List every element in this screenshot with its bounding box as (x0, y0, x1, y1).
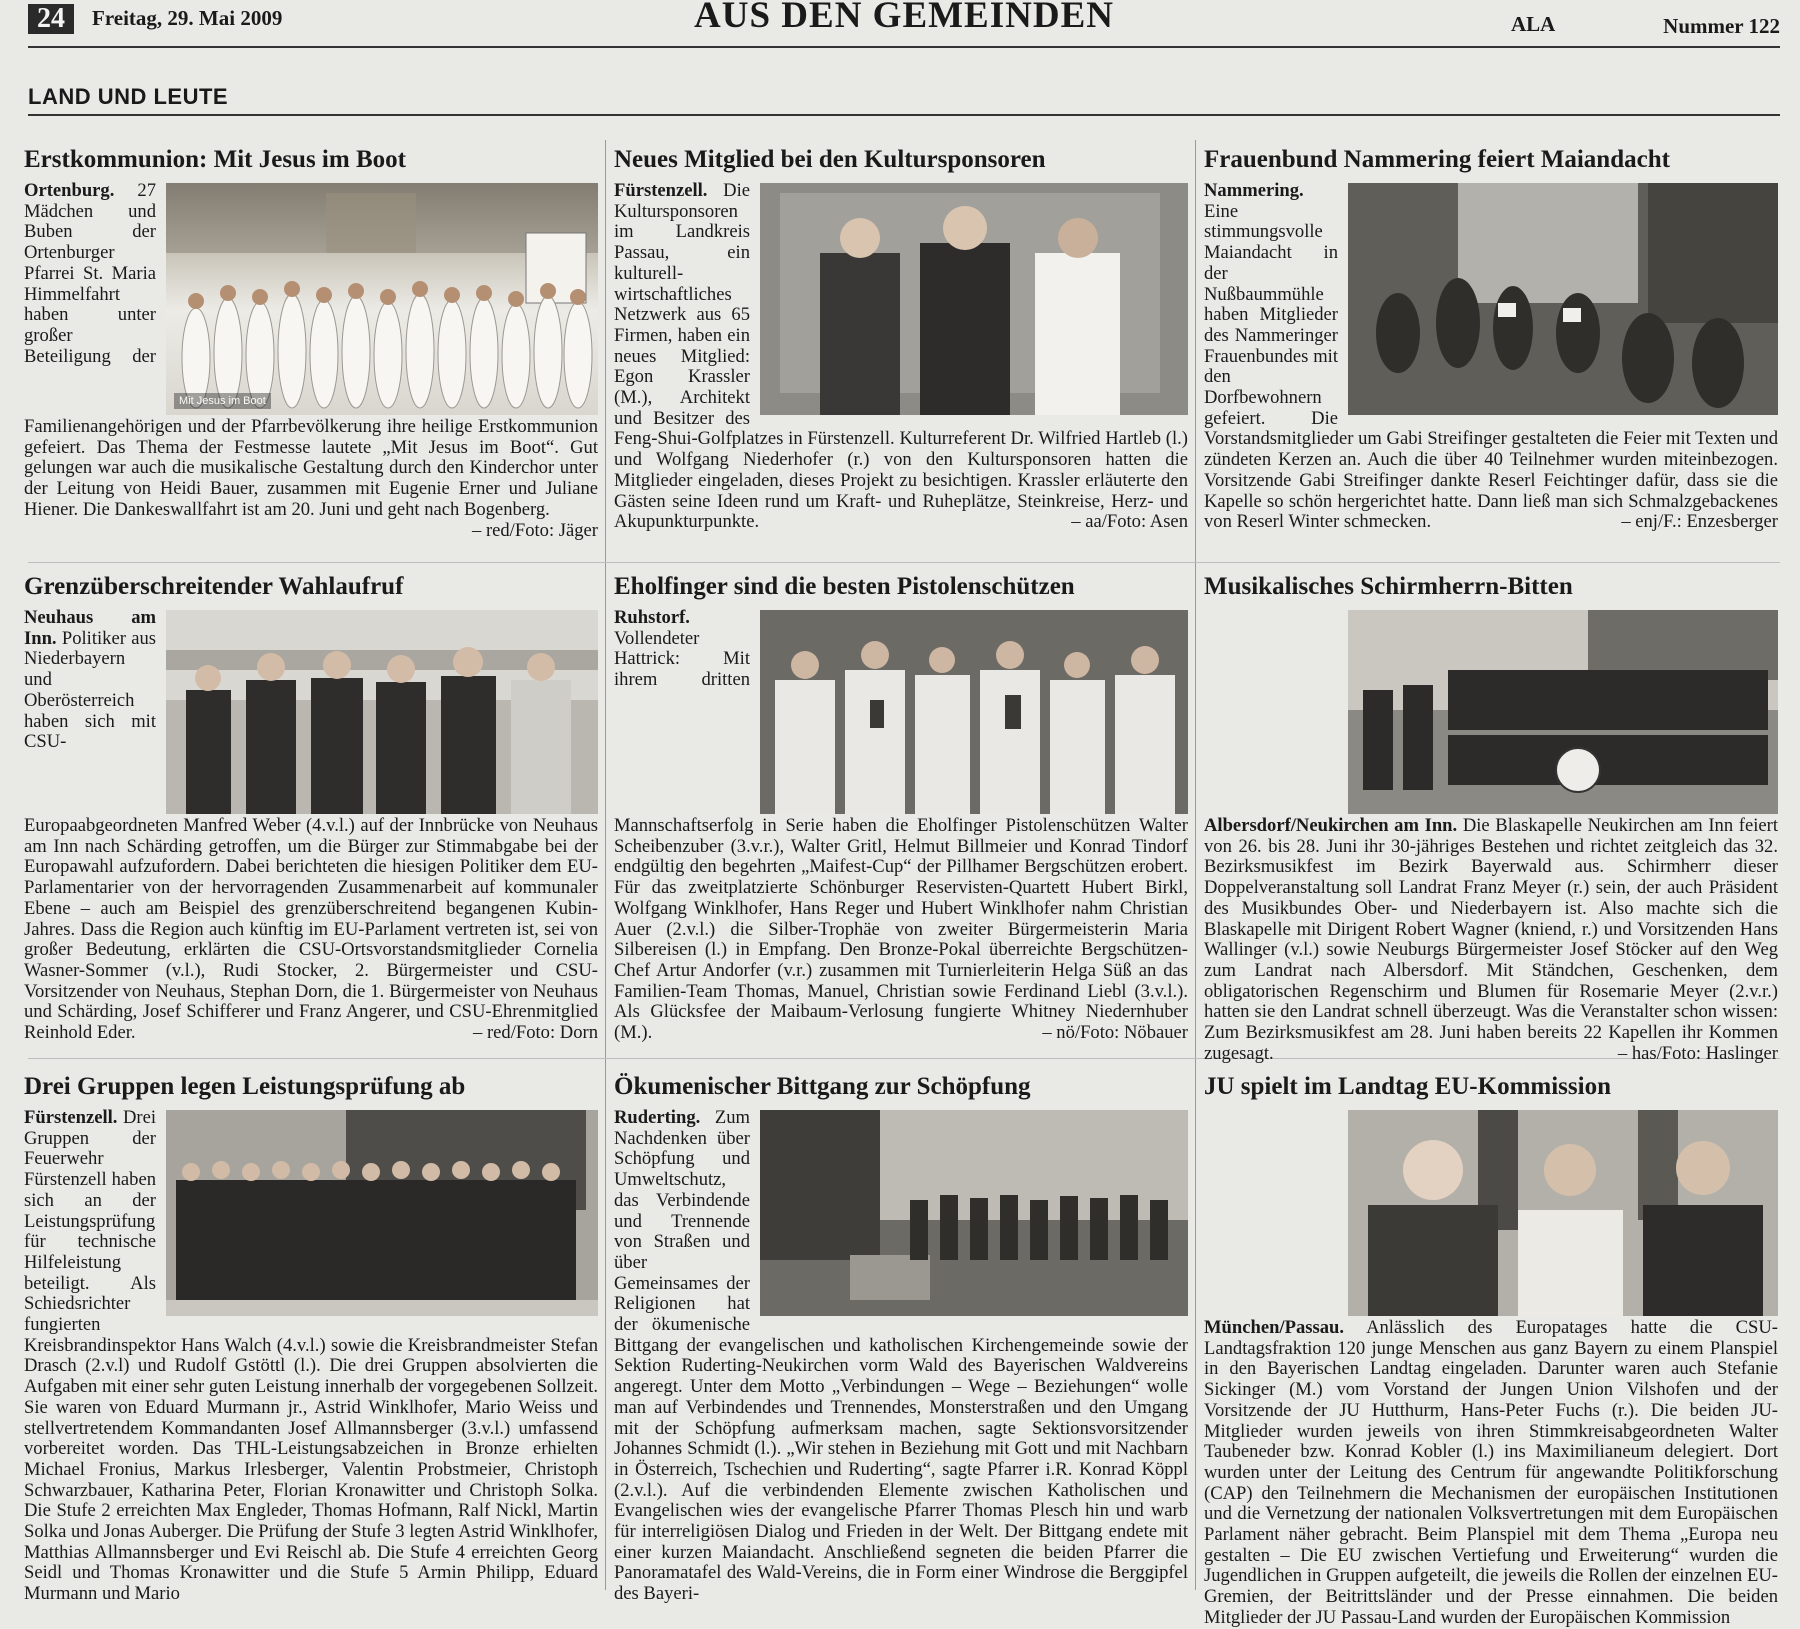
article-credit: – red/Foto: Dorn (473, 1022, 598, 1044)
article-headline: Neues Mitglied bei den Kultursponsoren (614, 146, 1046, 173)
section-title: AUS DEN GEMEINDEN (694, 0, 1114, 36)
maiandacht-illustration (1348, 183, 1778, 415)
column-divider (605, 140, 606, 1590)
article-text: Die Kultursponsoren im Landkreis Passau, ein kulturell-wirtschaftliches Netzwerk aus 65 Firmen, haben ein neues Mitglied: Egon Krassler (M.), Architekt und Besitzer des Feng-Shui-Golfplatzes in Fürstenzell. Kulturreferent Dr. Wilfried Hartleb (l.) und Wolfgang Niederhofer (r.) von den Kultursponsoren hatten die Mitglieder eingeladen, dieses Projekt zu besichtigen. Krassler erläuterte den Gästen seine Ideen rund um Kraft- und Ruheplätze, Steinkreise, Herz- und Akupunkturpunkte. (614, 180, 1188, 533)
photo-brass-band (1348, 610, 1778, 814)
kultursponsoren-illustration (760, 183, 1188, 415)
article-text: 27 Mädchen und Buben der Ortenburger Pfarrei St. Maria Himmelfahrt haben unter großer Beteiligung der Familienangehörigen und der Pfarrbevölkerung ihre heilige Erstkommunion gefeiert. Das Thema der Festmesse lautete „Mit Jesus im Boot“. Gut gelungen war auch die musikalische Gestaltung durch den Kinderchor unter der Leitung von Heidi Bauer, zusammen mit Eugenie Erner und Juliane Hiener. Die Dankeswallfahrt ist am 20. Juni und geht nach Bogenberg. (24, 180, 598, 520)
article-text: Zum Nachdenken über Schöpfung und Umweltschutz, das Verbindende und Trennende von Straßen und über Gemeinsames der Religionen hat der ökumenische Bittgang der evangelischen und katholischen Kirchengemeinde sowie der Sektion Ruderting-Neukirchen vorm Wald des Bayerischen Waldvereins angeregt. Unter dem Motto „Verbindungen – Wege – Beziehungen“ wolle man auf Verbindendes und Trennendes, Monsterstraßen und den Umgang mit der Schöpfung aufmerksam machen, sagte Sektionsvorsitzender Johannes Schmidt (l.). „Wir stehen in Beziehung mit Gott und mit Nachbarn in Österreich, Tschechien und Ruderting“, sagte Pfarrer i.R. Konrad Köppl (2.v.l.). Auf die verbindenden Elemente zwischen Katholischen und Evangelischen wies der evangelische Pfarrer Thomas Plesch hin und warb für interreligiösen Dialog und Frieden in der Welt. Der Bittgang endete mit einer kurzen Maiandacht. Anschließend segneten die beiden Pfarrer die Panoramatafel des Wald-Vereins, die in Form einer Windrose die Berggipfel des Bayeri- (614, 1107, 1188, 1605)
article-place: München/Passau. (1204, 1317, 1344, 1338)
photo-bittgang-group (760, 1110, 1188, 1316)
column-divider (1195, 140, 1196, 1590)
photo-sign-text: Mit Jesus im Boot (174, 393, 271, 409)
page-number: 24 (28, 4, 74, 34)
masthead (28, 0, 1780, 48)
photo-maiandacht (1348, 183, 1778, 415)
photo-three-men (760, 183, 1188, 415)
article-place: Ruhstorf. (614, 607, 690, 628)
article-headline: Frauenbund Nammering feiert Maiandacht (1204, 146, 1670, 173)
bittgang-illustration (760, 1110, 1188, 1316)
article-feuerwehr (24, 1072, 598, 1605)
article-place: Neuhaus am Inn. (24, 607, 156, 649)
photo-shooters-trophies (760, 610, 1188, 814)
politicians-illustration (166, 610, 598, 814)
paper-abbrev: ALA (1511, 12, 1556, 36)
brass-band-illustration (1348, 610, 1778, 814)
article-place: Nammering. (1204, 180, 1304, 201)
article-credit: – red/Foto: Jäger (472, 519, 598, 541)
article-pistolenschuetzen (614, 572, 1188, 1042)
article-headline: JU spielt im Landtag EU-Kommission (1204, 1073, 1611, 1100)
article-kultursponsoren (614, 145, 1188, 533)
photo-fire-brigade (166, 1110, 598, 1316)
article-text: Anlässlich des Europatages hatte die CSU-Landtagsfraktion 120 junge Menschen aus ganz Bayern zu einem Planspiel in den Bayerischen Landtag eingeladen. Darunter waren auch Stefanie Sickinger (M.) vom Vorstand der Jungen Union Vilshofen und der Vorsitzende der JU Hutthurm, Hans-Peter Fuchs (r.). Die beiden JU-Mitglieder wurden jeweils von ihren Stimmkreisabgeordneten Walter Taubeneder bzw. Konrad Kobler (l.) ins Maximilianeum delegiert. Dort wurden unter der Leitung des Centrum für angewandte Politikforschung (CAP) den Teilnehmern die Mechanismen der europäischen Institutionen und die Vernetzung der nationalen Volksvertretungen mit dem Europäischen Parlament näher gebracht. Beim Planspiel mit dem Thema „Europa neu gestalten – Die EU zwischen Vertiefung und Erweiterung“ wurden die Jugendlichen in Gruppen aufgeteilt, die jeweils die Rollen der einzelnen EU-Gremien, der Beitrittsländer und der Presse einnahmen. Die beiden Mitglieder der JU Passau-Land wurden der Europäischen Kommission (1204, 1317, 1778, 1628)
fire-brigade-illustration (166, 1110, 598, 1316)
article-text: Drei Gruppen der Feuerwehr Fürstenzell haben sich an der Leistungsprüfung für technische Hilfeleistung beteiligt. Als Schiedsrichter fungierten Kreisbrandinspektor Hans Walch (4.v.l.) sowie die Kreisbrandmeister Stefan Drasch (2.v.l) und Rudolf Gstöttl (l.). Die drei Gruppen absolvierten die Aufgaben mit einer sehr guten Leistung innerhalb der vorgegebenen Sollzeit. Sie waren von Eduard Murmann jr., Astrid Winklhofer, Mario Weiss und stellvertretendem Kommandanten Josef Allmannsberger (3.v.l.) umfassend vorbereitet worden. Das THL-Leistungsabzeichen in Bronze erhielten Michael Fronius, Markus Irlesberger, Valentin Probstmeier, Christoph Schwarzbauer, Katharina Peter, Florian Kronawitter und Christoph Solka. Die Stufe 2 erreichten Max Engleder, Thomas Hofmann, Ralf Nickl, Martin Solka und Jonas Auberger. Die Prüfung der Stufe 3 legten Astrid Winklhofer, Matthias Allmannsberger und Evi Reischl ab. Die Stufe 4 erreichten Georg Seidl und Thomas Kronawitter und die Stufe 5 Armin Philipp, Eduard Murmann und Mario (24, 1107, 598, 1605)
article-headline: Musikalisches Schirmherrn-Bitten (1204, 573, 1573, 600)
issue-number: Nummer 122 (1663, 14, 1780, 38)
photo-ju-members (1348, 1110, 1778, 1316)
article-erstkommunion (24, 145, 598, 541)
communion-group-illustration (166, 183, 598, 415)
article-schirmherr (1204, 572, 1778, 1064)
row-divider (28, 562, 1780, 563)
shooters-illustration (760, 610, 1188, 814)
article-headline: Grenzüberschreitender Wahlaufruf (24, 573, 404, 600)
article-wahlaufruf (24, 572, 598, 1042)
photo-politicians-bridge (166, 610, 598, 814)
article-text: Vollendeter Hattrick: Mit ihrem dritten Mannschaftserfolg in Serie haben die Eholfinger Pistolenschützen Walter Scheibenzuber (3.v.r.), Walter Gritl, Helmut Billmeier und Konrad Tindorf endgültig den begehrten „Maifest-Cup“ der Pillhamer Bergschützen erobert. Für das zweitplatzierte Schönburger Reservisten-Quartett Hubert Birkl, Wolfgang Winklhofer, Hans Reger und Hubert Winklhofer nahm Christian Auer (2.v.l.) die Silber-Trophäe von zweiter Bürgermeisterin Maria Silbereisen (l.) in Empfang. Den Bronze-Pokal überreichte Bergschützen-Chef Artur Andorfer (v.r.) zusammen mit Turnierleiterin Helga Süß an das Familien-Team Thomas, Manuel, Christian sowie Ferdinand Liebl (3.v.l.). Als Glücksfee der Maibaum-Verlosung fungierte Whitney Niedernhuber (M.). (614, 627, 1188, 1044)
article-headline: Ökumenischer Bittgang zur Schöpfung (614, 1073, 1031, 1100)
issue-date: Freitag, 29. Mai 2009 (92, 6, 283, 30)
article-text: Eine stimmungsvolle Maiandacht in der Nußbaummühle haben Mitglieder des Nammeringer Frauenbundes mit den Dorfbewohnern gefeiert. Die Vorstandsmitglieder um Gabi Streifinger gestalteten die Feier mit Texten und zündeten Kerzen an. Auch die über 40 Teilnehmer wurden miteinbezogen. Vorsitzende Gabi Streifinger dankte Reserl Feichtinger dafür, dass sie die Kapelle so schön hergerichtet hatte. Dann ließ man sich Schmalzgebackenes von Reserl Winter schmecken. (1204, 200, 1778, 533)
article-frauenbund (1204, 145, 1778, 533)
article-bittgang (614, 1072, 1188, 1605)
article-place: Ruderting. (614, 1107, 701, 1128)
article-text: Die Blaskapelle Neukirchen am Inn feiert von 26. bis 28. Juni ihr 30-jähriges Bestehen und richtet zeitgleich das 32. Bezirksmusikfest im Bezirk Bayerwald aus. Schirmherr dieser Doppelveranstaltung soll Landrat Franz Meyer (r.) sein, der auch Präsident des Musikbundes Ober- und Niederbayern ist. Also machte sich die Blaskapelle mit Dirigent Robert Wagner (kniend, r.) und Vorsitzenden Hans Wallinger (v.l.) sowie Neuburgs Bürgermeister Josef Stöcker auf den Weg zum Landrat nach Albersdorf. Mit Ständchen, Geschenken, dem obligatorischen Regenschirm und Blumen für Rosemarie Meyer (2.v.r.) hatten sie den Landrat schnell überzeugt. Was die Veranstalter schon wissen: Zum Bezirksmusikfest am 28. Juni haben bereits 22 Kapellen ihr Kommen zugesagt. (1204, 815, 1778, 1064)
article-credit: – aa/Foto: Asen (1071, 511, 1188, 533)
article-place: Fürstenzell. (24, 1107, 118, 1128)
article-place: Fürstenzell. (614, 180, 708, 201)
article-headline: Erstkommunion: Mit Jesus im Boot (24, 146, 406, 173)
article-place: Ortenburg. (24, 180, 115, 201)
rubric-rule (28, 114, 1780, 116)
ju-members-illustration (1348, 1110, 1778, 1316)
rubric-title: LAND UND LEUTE (28, 84, 229, 109)
article-credit: – has/Foto: Haslinger (1617, 1042, 1778, 1064)
article-text: Politiker aus Niederbayern und Oberösterreich haben sich mit CSU-Europaabgeordneten Manfred Weber (4.v.l.) auf der Innbrücke von Neuhaus am Inn nach Schärding getroffen, um die Bürger zur Stimmabgabe bei der Europawahl aufzufordern. Dabei berichteten die hiesigen Politiker dem EU-Parlamentarier von der hervorragenden Zusammenarbeit auf kommunaler Ebene – auch am Beispiel des grenzüberschreitend begangenen Kubin-Jahres. Dass die Region auch künftig im EU-Parlament vertreten ist, sei von großer Bedeutung, erklärten die CSU-Ortsvorstandsmitglieder Cornelia Wasner-Sommer (v.l.), Rudi Stocker, 2. Bürgermeister und CSU-Vorsitzender von Neuhaus, Stephan Dorn, die 1. Bürgermeister von Neuhaus und Schärding, Josef Schifferer und Franz Angerer, und CSU-Ehrenmitglied Reinhold Eder. (24, 627, 598, 1044)
article-ju-landtag (1204, 1072, 1778, 1628)
article-credit: – nö/Foto: Nöbauer (1042, 1022, 1188, 1044)
masthead-rule (28, 46, 1780, 48)
article-headline: Drei Gruppen legen Leistungsprüfung ab (24, 1073, 466, 1100)
article-credit: – enj/F.: Enzesberger (1621, 511, 1778, 533)
photo-communion-children (166, 183, 598, 415)
article-place: Albersdorf/Neukirchen am Inn. (1204, 815, 1458, 836)
article-headline: Eholfinger sind die besten Pistolenschützen (614, 573, 1075, 600)
